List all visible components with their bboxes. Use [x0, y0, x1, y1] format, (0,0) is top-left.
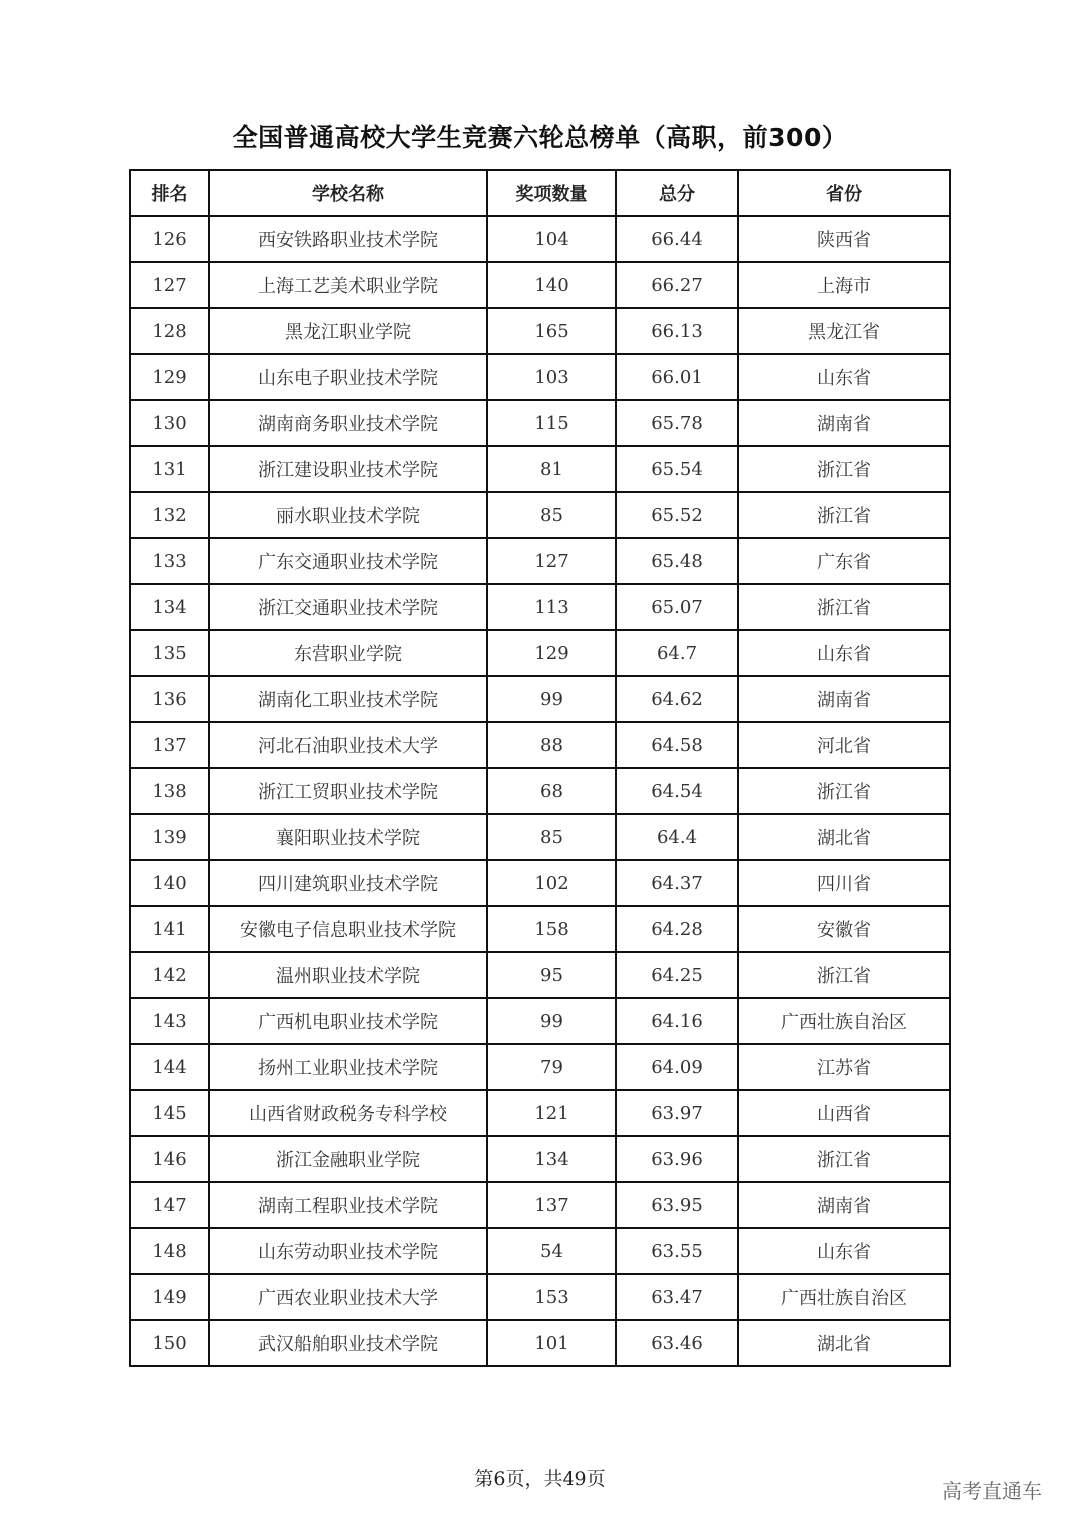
cell-province: 浙江省 [738, 584, 950, 630]
cell-awards: 99 [487, 676, 616, 722]
cell-awards: 140 [487, 262, 616, 308]
cell-score: 66.01 [616, 354, 738, 400]
table-row [130, 1136, 950, 1182]
cell-score: 66.27 [616, 262, 738, 308]
cell-rank: 131 [130, 446, 209, 492]
cell-school: 河北石油职业技术大学 [209, 722, 487, 768]
cell-awards: 127 [487, 538, 616, 584]
cell-school: 上海工艺美术职业学院 [209, 262, 487, 308]
cell-province: 黑龙江省 [738, 308, 950, 354]
cell-rank: 134 [130, 584, 209, 630]
cell-score: 63.95 [616, 1182, 738, 1228]
cell-province: 安徽省 [738, 906, 950, 952]
cell-awards: 79 [487, 1044, 616, 1090]
cell-rank: 128 [130, 308, 209, 354]
cell-score: 64.16 [616, 998, 738, 1044]
cell-score: 65.78 [616, 400, 738, 446]
cell-province: 湖南省 [738, 1182, 950, 1228]
cell-school: 黑龙江职业学院 [209, 308, 487, 354]
cell-score: 63.97 [616, 1090, 738, 1136]
table-header-row [130, 170, 950, 216]
cell-province: 陕西省 [738, 216, 950, 262]
cell-score: 64.09 [616, 1044, 738, 1090]
cell-rank: 130 [130, 400, 209, 446]
cell-awards: 121 [487, 1090, 616, 1136]
cell-province: 广东省 [738, 538, 950, 584]
cell-awards: 153 [487, 1274, 616, 1320]
cell-awards: 54 [487, 1228, 616, 1274]
cell-score: 65.52 [616, 492, 738, 538]
cell-province: 浙江省 [738, 492, 950, 538]
cell-score: 65.54 [616, 446, 738, 492]
cell-rank: 147 [130, 1182, 209, 1228]
cell-awards: 158 [487, 906, 616, 952]
cell-school: 扬州工业职业技术学院 [209, 1044, 487, 1090]
cell-school: 湖南化工职业技术学院 [209, 676, 487, 722]
table-row [130, 906, 950, 952]
cell-awards: 103 [487, 354, 616, 400]
table-row [130, 676, 950, 722]
cell-province: 浙江省 [738, 768, 950, 814]
cell-province: 湖南省 [738, 676, 950, 722]
cell-school: 浙江工贸职业技术学院 [209, 768, 487, 814]
cell-province: 四川省 [738, 860, 950, 906]
cell-awards: 101 [487, 1320, 616, 1366]
table-row [130, 1090, 950, 1136]
header-rank: 排名 [130, 170, 209, 216]
cell-province: 山东省 [738, 1228, 950, 1274]
cell-rank: 137 [130, 722, 209, 768]
watermark: 高考直通车 [942, 1479, 1042, 1503]
cell-province: 山东省 [738, 354, 950, 400]
cell-awards: 68 [487, 768, 616, 814]
cell-province: 浙江省 [738, 1136, 950, 1182]
cell-school: 西安铁路职业技术学院 [209, 216, 487, 262]
header-province: 省份 [738, 170, 950, 216]
cell-rank: 143 [130, 998, 209, 1044]
cell-awards: 137 [487, 1182, 616, 1228]
cell-score: 64.7 [616, 630, 738, 676]
cell-awards: 95 [487, 952, 616, 998]
header-awards: 奖项数量 [487, 170, 616, 216]
cell-province: 浙江省 [738, 446, 950, 492]
cell-awards: 115 [487, 400, 616, 446]
cell-awards: 85 [487, 814, 616, 860]
cell-school: 山东劳动职业技术学院 [209, 1228, 487, 1274]
ranking-table [129, 169, 951, 1367]
cell-awards: 99 [487, 998, 616, 1044]
cell-score: 65.48 [616, 538, 738, 584]
table-row [130, 768, 950, 814]
cell-school: 山东电子职业技术学院 [209, 354, 487, 400]
cell-province: 湖北省 [738, 1320, 950, 1366]
cell-rank: 136 [130, 676, 209, 722]
table-row [130, 262, 950, 308]
cell-province: 山西省 [738, 1090, 950, 1136]
cell-province: 湖北省 [738, 814, 950, 860]
cell-score: 64.62 [616, 676, 738, 722]
cell-rank: 127 [130, 262, 209, 308]
table-row [130, 216, 950, 262]
cell-province: 广西壮族自治区 [738, 1274, 950, 1320]
cell-school: 浙江交通职业技术学院 [209, 584, 487, 630]
cell-score: 64.58 [616, 722, 738, 768]
cell-score: 63.46 [616, 1320, 738, 1366]
table-row [130, 722, 950, 768]
cell-awards: 129 [487, 630, 616, 676]
table-row [130, 1182, 950, 1228]
table-row [130, 354, 950, 400]
cell-awards: 102 [487, 860, 616, 906]
cell-school: 四川建筑职业技术学院 [209, 860, 487, 906]
cell-awards: 88 [487, 722, 616, 768]
cell-rank: 133 [130, 538, 209, 584]
cell-rank: 132 [130, 492, 209, 538]
cell-school: 浙江金融职业学院 [209, 1136, 487, 1182]
cell-rank: 126 [130, 216, 209, 262]
cell-rank: 142 [130, 952, 209, 998]
cell-school: 湖南工程职业技术学院 [209, 1182, 487, 1228]
table-row [130, 952, 950, 998]
cell-score: 64.28 [616, 906, 738, 952]
table-row [130, 446, 950, 492]
header-score: 总分 [616, 170, 738, 216]
cell-rank: 140 [130, 860, 209, 906]
cell-rank: 144 [130, 1044, 209, 1090]
cell-province: 湖南省 [738, 400, 950, 446]
table-row [130, 1228, 950, 1274]
cell-school: 安徽电子信息职业技术学院 [209, 906, 487, 952]
cell-school: 广西机电职业技术学院 [209, 998, 487, 1044]
cell-province: 上海市 [738, 262, 950, 308]
cell-rank: 138 [130, 768, 209, 814]
table-row [130, 998, 950, 1044]
cell-school: 广西农业职业技术大学 [209, 1274, 487, 1320]
cell-province: 广西壮族自治区 [738, 998, 950, 1044]
cell-rank: 146 [130, 1136, 209, 1182]
cell-rank: 148 [130, 1228, 209, 1274]
table-row [130, 400, 950, 446]
cell-school: 武汉船舶职业技术学院 [209, 1320, 487, 1366]
table-row [130, 1274, 950, 1320]
table-row [130, 1320, 950, 1366]
cell-awards: 134 [487, 1136, 616, 1182]
table-row [130, 860, 950, 906]
table-row [130, 492, 950, 538]
table-row [130, 538, 950, 584]
cell-rank: 135 [130, 630, 209, 676]
header-school: 学校名称 [209, 170, 487, 216]
cell-school: 山西省财政税务专科学校 [209, 1090, 487, 1136]
cell-rank: 129 [130, 354, 209, 400]
cell-score: 64.4 [616, 814, 738, 860]
table-row [130, 630, 950, 676]
cell-rank: 139 [130, 814, 209, 860]
table-row [130, 584, 950, 630]
cell-school: 东营职业学院 [209, 630, 487, 676]
cell-score: 64.54 [616, 768, 738, 814]
cell-awards: 81 [487, 446, 616, 492]
cell-score: 63.96 [616, 1136, 738, 1182]
table-row [130, 1044, 950, 1090]
cell-score: 65.07 [616, 584, 738, 630]
cell-score: 64.25 [616, 952, 738, 998]
cell-province: 河北省 [738, 722, 950, 768]
cell-rank: 150 [130, 1320, 209, 1366]
cell-school: 丽水职业技术学院 [209, 492, 487, 538]
cell-awards: 113 [487, 584, 616, 630]
cell-school: 广东交通职业技术学院 [209, 538, 487, 584]
cell-awards: 85 [487, 492, 616, 538]
cell-score: 63.47 [616, 1274, 738, 1320]
cell-province: 山东省 [738, 630, 950, 676]
cell-school: 浙江建设职业技术学院 [209, 446, 487, 492]
cell-province: 江苏省 [738, 1044, 950, 1090]
page-number: 第6页，共49页 [474, 1468, 606, 1490]
cell-rank: 141 [130, 906, 209, 952]
cell-score: 66.13 [616, 308, 738, 354]
page-title: 全国普通高校大学生竞赛六轮总榜单（高职，前300） [232, 123, 848, 152]
cell-province: 浙江省 [738, 952, 950, 998]
cell-score: 64.37 [616, 860, 738, 906]
cell-awards: 104 [487, 216, 616, 262]
cell-school: 湖南商务职业技术学院 [209, 400, 487, 446]
table-row [130, 308, 950, 354]
cell-rank: 145 [130, 1090, 209, 1136]
table-row [130, 814, 950, 860]
cell-school: 温州职业技术学院 [209, 952, 487, 998]
cell-school: 襄阳职业技术学院 [209, 814, 487, 860]
cell-rank: 149 [130, 1274, 209, 1320]
cell-score: 66.44 [616, 216, 738, 262]
cell-score: 63.55 [616, 1228, 738, 1274]
cell-awards: 165 [487, 308, 616, 354]
